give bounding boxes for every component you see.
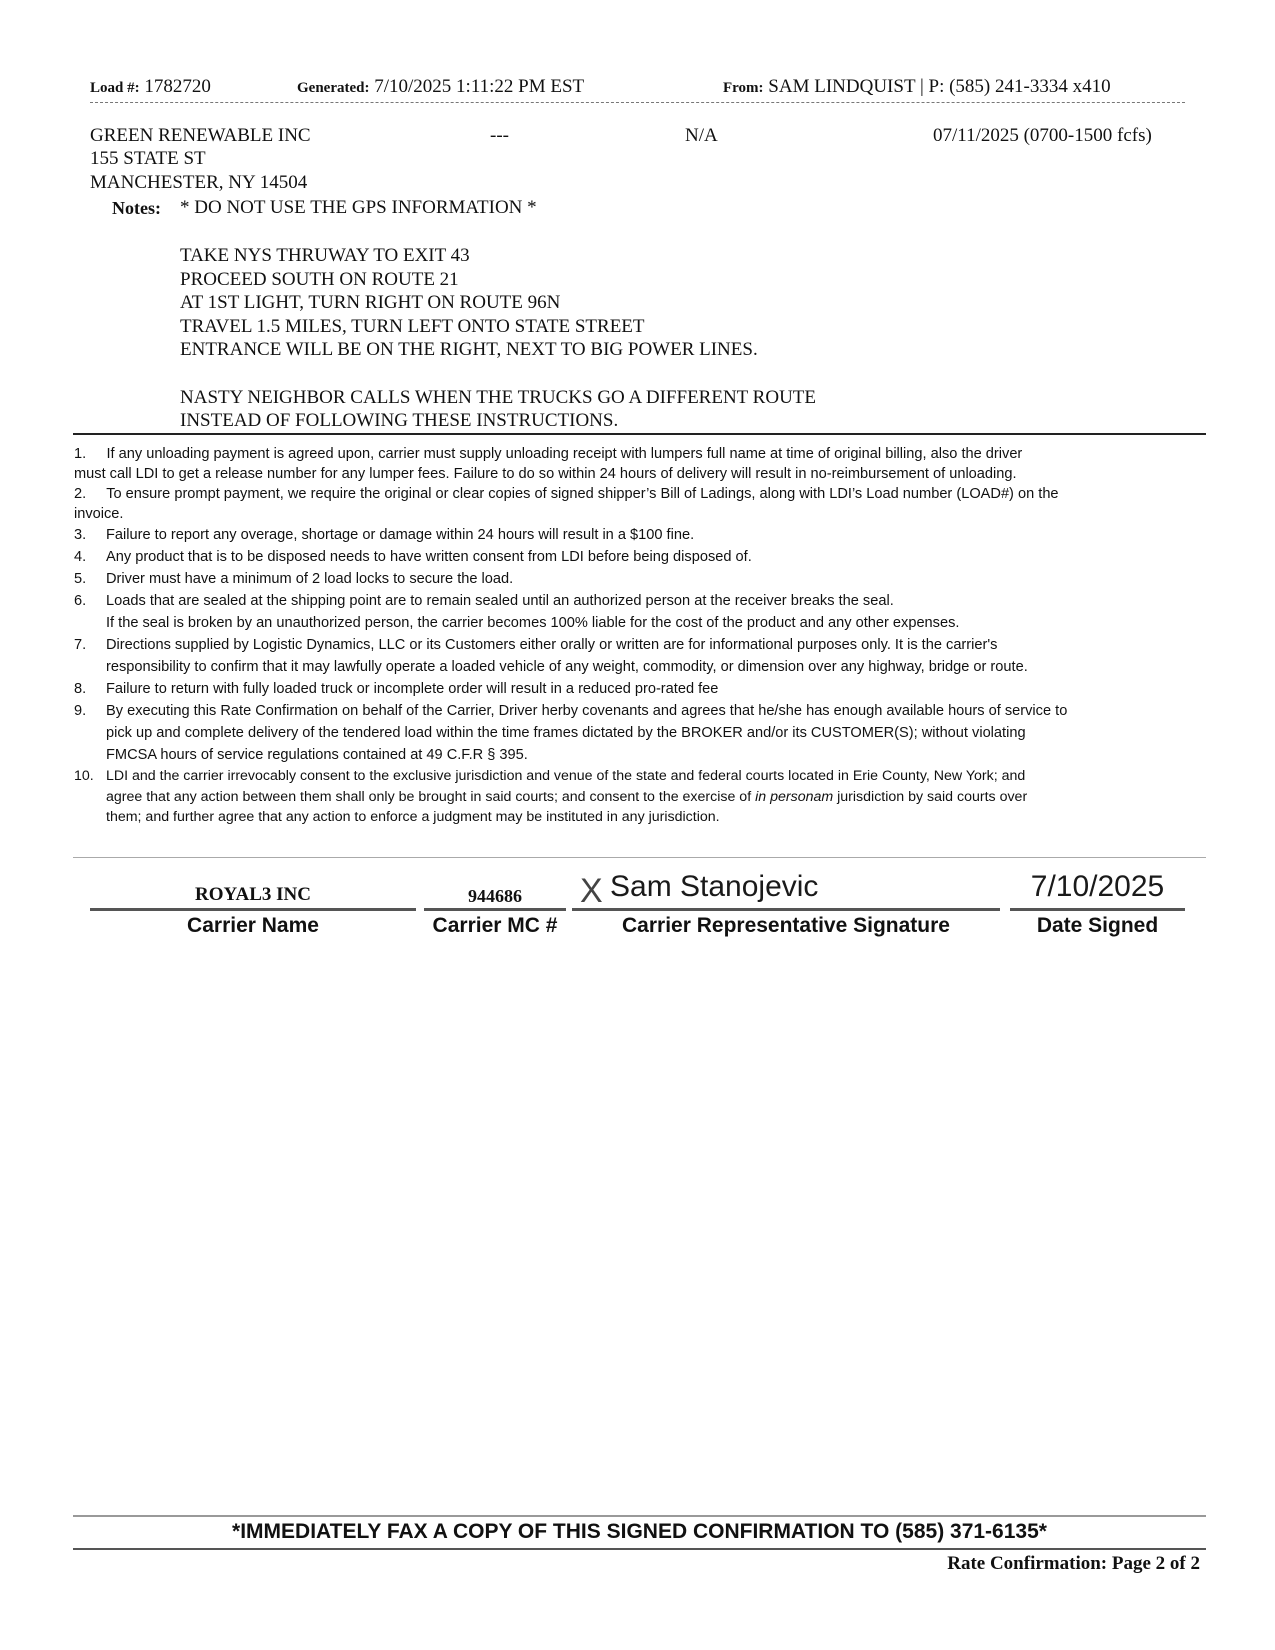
term-number: 9.	[74, 703, 87, 719]
footer-bottom-rule	[73, 1548, 1206, 1550]
term-text: Failure to report any overage, shortage or damage within 24 hours will result in a $100 fine.	[106, 527, 695, 543]
term-text: Failure to return with fully loaded truck or incomplete order will result in a reduced pro-rated fee	[106, 681, 719, 697]
notes-line: TAKE NYS THRUWAY TO EXIT 43	[180, 245, 470, 266]
term-item	[74, 524, 1204, 546]
carrier-mc-line	[424, 908, 566, 911]
term-text: invoice.	[74, 506, 124, 522]
signature-line	[572, 908, 1000, 911]
term-number: 10.	[74, 768, 94, 784]
header-divider	[90, 102, 1185, 103]
stop-city: MANCHESTER, NY 14504	[90, 172, 308, 193]
signature-x-mark: X	[580, 872, 603, 910]
term-text: LDI and the carrier irrevocably consent to the exclusive jurisdiction and venue of the state and federal courts located in Erie County, New York; and	[106, 768, 1026, 784]
carrier-mc-label: Carrier MC #	[432, 914, 558, 937]
generated-label: Generated:	[297, 80, 370, 96]
term-text: FMCSA hours of service regulations contained at 49 C.F.R § 395.	[106, 747, 528, 763]
term-item	[74, 590, 1204, 634]
from-field	[723, 76, 1111, 98]
notes-line: INSTEAD OF FOLLOWING THESE INSTRUCTIONS.	[180, 410, 619, 431]
term-item	[74, 546, 1204, 568]
term-text: Driver must have a minimum of 2 load locks to secure the load.	[106, 571, 514, 587]
carrier-name-label: Carrier Name	[187, 914, 319, 937]
carrier-name-line	[90, 908, 416, 911]
notes-line: ENTRANCE WILL BE ON THE RIGHT, NEXT TO BIG POWER LINES.	[180, 339, 758, 360]
term-text: If any unloading payment is agreed upon, carrier must supply unloading receipt with lumpers full name at time of original billing, also the driver	[106, 446, 1023, 462]
term-text: responsibility to confirm that it may lawfully operate a loaded vehicle of any weight, commodity, or dimension over any highway, bridge or route.	[106, 659, 1028, 675]
date-signed-value: 7/10/2025	[1030, 870, 1165, 903]
term-item	[74, 678, 1204, 700]
notes-spacer	[180, 362, 816, 386]
terms-divider	[73, 857, 1206, 858]
stop-company: GREEN RENEWABLE INC	[90, 125, 311, 146]
stop-col3: N/A	[685, 125, 718, 146]
term-item	[74, 444, 1204, 484]
generated-field	[297, 76, 584, 98]
notes-line: PROCEED SOUTH ON ROUTE 21	[180, 268, 459, 290]
carrier-mc-value: 944686	[468, 886, 522, 906]
load-number-value: 1782720	[144, 76, 211, 97]
term-text: pick up and complete delivery of the tendered load within the time frames dictated by the BROKER and/or its CUSTOMER(S); without violating	[106, 725, 1026, 741]
term-text: Any product that is to be disposed needs to have written consent from LDI before being disposed of.	[106, 549, 752, 565]
term-text: If the seal is broken by an unauthorized person, the carrier becomes 100% liable for the cost of the product and any other expenses.	[106, 615, 960, 631]
term-text: must call LDI to get a release number for any lumper fees. Failure to do so within 24 hours of delivery will result in no-reimbursement of unloading.	[74, 466, 1017, 482]
term-number: 8.	[74, 681, 87, 697]
notes-label: Notes:	[112, 198, 161, 218]
term-number: 4.	[74, 549, 87, 565]
term-number: 1.	[74, 446, 87, 462]
term-text: Loads that are sealed at the shipping point are to remain sealed until an authorized person at the receiver breaks the seal.	[106, 593, 894, 609]
term-text: By executing this Rate Confirmation on behalf of the Carrier, Driver herby covenants and agrees that he/she has enough available hours of service to	[106, 703, 1068, 719]
term-text: To ensure prompt payment, we require the original or clear copies of signed shipper’s Bill of Ladings, along with LDI’s Load number (LOAD#) on the	[106, 486, 1059, 502]
term-text: agree that any action between them shall only be brought in said courts; and consent to the exercise of	[106, 788, 752, 805]
term-text: Directions supplied by Logistic Dynamics, LLC or its Customers either orally or written are for informational purposes only. It is the carrier's	[106, 637, 998, 653]
term-item	[74, 766, 1204, 828]
load-number-field	[90, 76, 211, 98]
term-number: 6.	[74, 593, 87, 609]
term-text: jurisdiction by said courts over	[837, 788, 1028, 805]
footer-top-rule	[73, 1515, 1206, 1517]
stop-appointment: 07/11/2025 (0700-1500 fcfs)	[933, 125, 1152, 146]
term-item	[74, 634, 1204, 678]
term-text: them; and further agree that any action to enforce a judgment may be instituted in any jurisdiction.	[106, 809, 720, 825]
notes-directions	[180, 244, 816, 433]
notes-line: AT 1ST LIGHT, TURN RIGHT ON ROUTE 96N	[180, 292, 561, 313]
from-label: From:	[723, 80, 764, 96]
term-number: 3.	[74, 527, 87, 543]
stop-col2: ---	[490, 125, 509, 146]
term-number: 5.	[74, 571, 87, 587]
from-value: SAM LINDQUIST | P: (585) 241-3334 x410	[768, 76, 1111, 97]
term-number: 2.	[74, 486, 87, 502]
term-text-italic: in personam	[755, 788, 834, 805]
load-number-label: Load #:	[90, 80, 140, 96]
stop-street: 155 STATE ST	[90, 148, 206, 169]
signature-label: Carrier Representative Signature	[622, 914, 950, 937]
term-item	[74, 700, 1204, 766]
term-number: 7.	[74, 637, 87, 653]
date-line	[1010, 908, 1185, 911]
fax-notice: *IMMEDIATELY FAX A COPY OF THIS SIGNED CONFIRMATION TO (585) 371-6135*	[232, 1520, 1047, 1543]
date-signed-label: Date Signed	[1036, 914, 1159, 937]
generated-value: 7/10/2025 1:11:22 PM EST	[374, 76, 585, 97]
carrier-name-value: ROYAL3 INC	[195, 884, 311, 905]
notes-line: NASTY NEIGHBOR CALLS WHEN THE TRUCKS GO A DIFFERENT ROUTE	[180, 386, 817, 408]
term-item	[74, 568, 1204, 590]
carrier-signature-value[interactable]: Sam Stanojevic	[610, 870, 819, 903]
term-item	[74, 484, 1204, 524]
notes-line: TRAVEL 1.5 MILES, TURN LEFT ONTO STATE STREET	[180, 315, 645, 337]
notes-divider	[73, 433, 1206, 435]
terms-list	[74, 444, 1204, 828]
notes-first-line: * DO NOT USE THE GPS INFORMATION *	[180, 197, 537, 218]
page-indicator: Rate Confirmation: Page 2 of 2	[947, 1553, 1200, 1574]
